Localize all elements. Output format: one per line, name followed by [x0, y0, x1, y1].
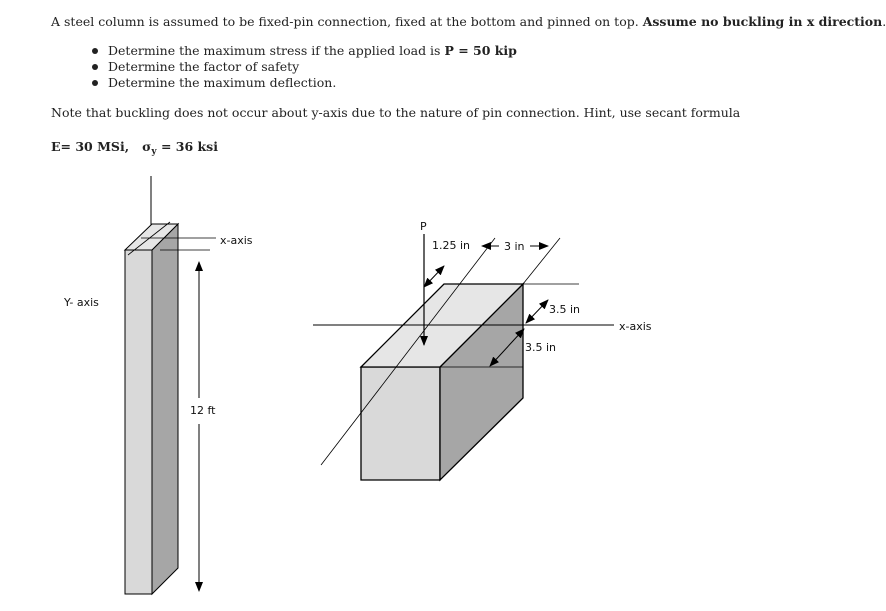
- extension-line-width: [523, 238, 560, 284]
- task-text: Determine the maximum deflection.: [108, 75, 337, 90]
- cross-section-figure: [313, 220, 652, 480]
- load-label: P: [420, 220, 427, 233]
- statement-tail: .: [882, 14, 886, 29]
- height-label-bottom: 3.5 in: [525, 341, 557, 354]
- half-width-label: 3 in: [504, 240, 525, 253]
- modulus-label: E= 30 MSi,: [51, 139, 130, 154]
- column-figure: [63, 176, 253, 594]
- column-side-face: [152, 224, 178, 594]
- height-dimension-upper: [526, 300, 548, 323]
- column-x-axis-label: x-axis: [220, 234, 253, 247]
- column-y-axis-label: Y- axis: [64, 296, 99, 309]
- statement-bold: Assume no buckling in x direction: [642, 14, 883, 29]
- block-front-face: [361, 367, 440, 480]
- statement-lead: A steel column is assumed to be fixed-pin connection, fixed at the bottom and pinned on top.: [51, 14, 639, 29]
- section-x-axis-label: x-axis: [619, 320, 652, 333]
- column-length-label: 12 ft: [190, 404, 216, 417]
- height-label-top: 3.5 in: [549, 303, 581, 316]
- task-text: Determine the maximum stress if the applied load is: [108, 43, 445, 58]
- sigma-subscript: y: [151, 147, 157, 157]
- column-front-face: [125, 250, 152, 594]
- eccentricity-dimension: [424, 266, 444, 287]
- task-load-value: P = 50 kip: [444, 43, 517, 58]
- sigma-symbol: σ: [142, 139, 152, 154]
- eccentricity-label: 1.25 in: [432, 239, 471, 252]
- note-text: Note that buckling does not occur about y-axis due to the nature of pin connection. Hint, use secant formula: [51, 105, 741, 120]
- task-text: Determine the factor of safety: [108, 59, 300, 74]
- yield-stress-value: = 36 ksi: [160, 139, 218, 154]
